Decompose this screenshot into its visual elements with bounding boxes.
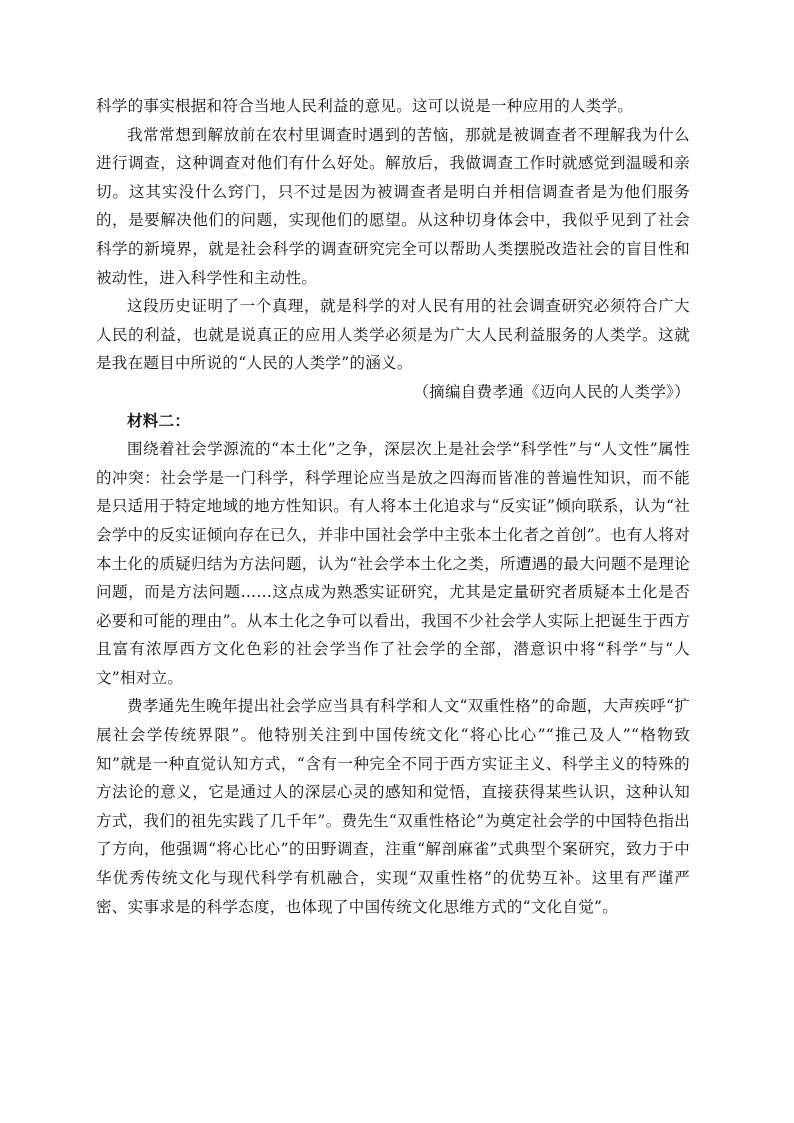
document-page <box>96 92 690 921</box>
material1-source: （摘编自费孝通《迈向人民的人类学》） <box>413 382 690 401</box>
material1-paragraph-2: 这段历史证明了一个真理，就是科学的对人民有用的社会调查研究必须符合广大人民的利益，也就是说真正的应用人类学必须是为广大人民利益服务的人类学。这就是我在题目中所说的“人民的人类学”的涵义。 <box>96 297 690 373</box>
material2-heading: 材料二： <box>127 410 191 430</box>
material2-paragraph-2: 费孝通先生晚年提出社会学应当具有科学和人文“双重性格”的命题，大声疾呼“扩展社会学传统界限”。他特别关注到中国传统文化“将心比心”“推己及人”“格物致知”就是一种直觉认知方式，“含有一种完全不同于西方实证主义、科学主义的特殊的方法论的意义，它是通过人的深层心灵的感知和觉悟，直接获得某些认识，这种认知方式，我们的祖先实践了几千年”。费先生“双重性格论”为奠定社会学的中国特色指出了方向，他强调“将心比心”的田野调查，注重“解剖麻雀”式典型个案研究，致力于中华优秀传统文化与现代科学有机融合，实现“双重性格”的优势互补。这里有严谨严密、实事求是的科学态度，也体现了中国传统文化思维方式的“文化自觉”。 <box>96 697 690 916</box>
material2-paragraph-1: 围绕着社会学源流的“本土化”之争，深层次上是社会学“科学性”与“人文性”属性的冲突：社会学是一门科学，科学理论应当是放之四海而皆准的普遍性知识，而不能是只适用于特定地域的地方性知识。有人将本土化追求与“反实证”倾向联系，认为“社会学中的反实证倾向存在已久，并非中国社会学中主张本土化者之首创”。也有人将对本土化的质疑归结为方法问题，认为“社会学本土化之类，所遭遇的最大问题不是理论问题，而是方法问题……这点成为熟悉实证研究，尤其是定量研究者质疑本土化是否必要和可能的理由”。从本土化之争可以看出，我国不少社会学人实际上把诞生于西方且富有浓厚西方文化色彩的社会学当作了社会学的全部，潜意识中将“科学”与“人文”相对立。 <box>96 440 690 687</box>
material1-paragraph-1: 我常常想到解放前在农村里调查时遇到的苦恼，那就是被调查者不理解我为什么进行调查，这种调查对他们有什么好处。解放后，我做调查工作时就感觉到温暖和亲切。这其实没什么窍门，只不过是因为被调查者是明白并相信调查者是为他们服务的，是要解决他们的问题，实现他们的愿望。从这种切身体会中，我似乎见到了社会科学的新境界，就是社会科学的调查研究完全可以帮助人类摆脱改造社会的盲目性和被动性，进入科学性和主动性。 <box>96 125 690 287</box>
material1-continuation: 科学的事实根据和符合当地人民利益的意见。这可以说是一种应用的人类学。 <box>96 97 634 115</box>
